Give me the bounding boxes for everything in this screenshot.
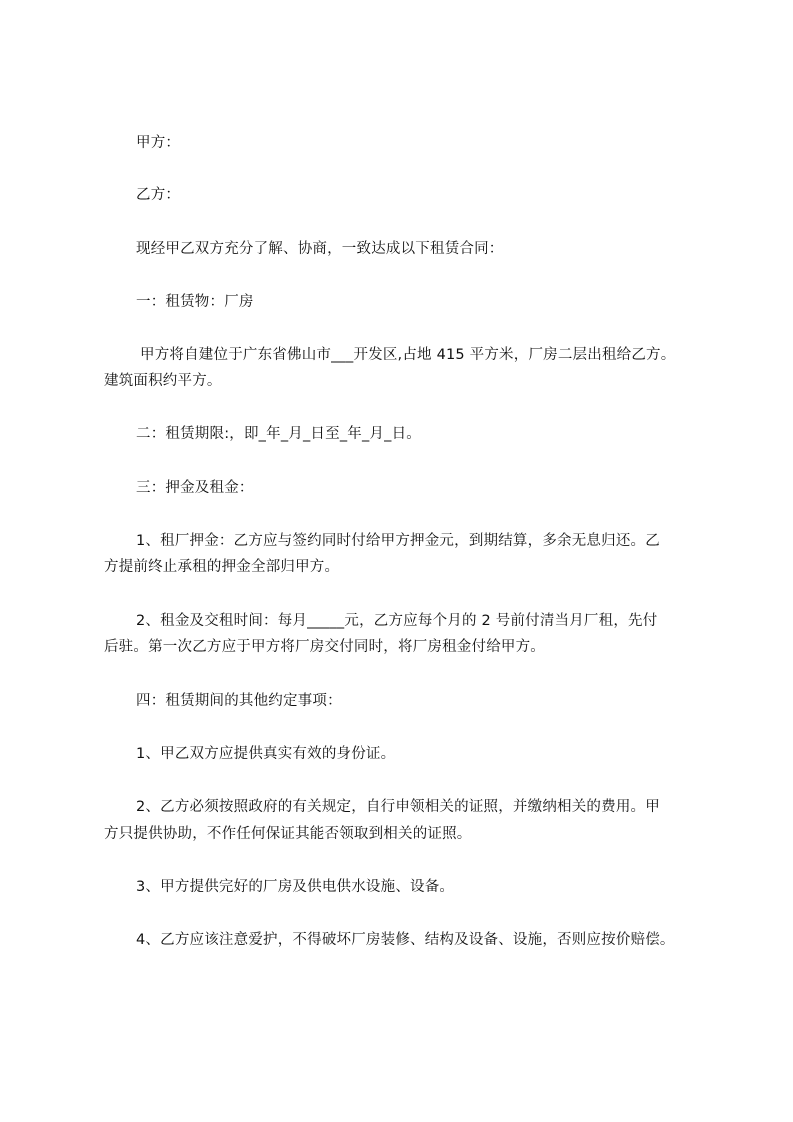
section-4-item-3: 3、甲方提供完好的厂房及供电供水设施、设备。 [136,879,455,895]
section-3-item-2-line-2: 后驻。第一次乙方应于甲方将厂房交付同时，将厂房租金付给甲方。 [104,639,545,655]
section-4-item-2-line-2: 方只提供协助，不作任何保证其能否领取到相关的证照。 [104,826,472,842]
section-3-item-2-line-1: 2、租金及交租时间：每月_____元，乙方应每个月的 2 号前付清当月厂租，先付 [136,613,658,629]
section-1-title: 一：租赁物：厂房 [136,294,254,310]
section-2-title: 二：租赁期限:，即_年_月_日至_年_月_日。 [136,426,421,442]
section-3-item-1-line-2: 方提前终止承租的押金全部归甲方。 [104,559,340,575]
party-a-label: 甲方： [136,135,181,151]
contract-intro: 现经甲乙双方充分了解、协商，一致达成以下租赁合同： [136,241,504,257]
section-4-item-2-line-1: 2、乙方必须按照政府的有关规定，自行申领相关的证照，并缴纳相关的费用。甲 [136,799,660,815]
section-4-item-4: 4、乙方应该注意爱护，不得破坏厂房装修、结构及设备、设施，否则应按价赔偿。 [136,932,675,948]
section-1-body-line-2: 建筑面积约平方。 [104,373,222,389]
section-4-item-1: 1、甲乙双方应提供真实有效的身份证。 [136,746,396,762]
party-b-label: 乙方： [136,187,181,203]
section-3-item-1-line-1: 1、租厂押金：乙方应与签约同时付给甲方押金元，到期结算，多余无息归还。乙 [136,533,660,549]
section-4-title: 四：租赁期间的其他约定事项： [136,693,342,709]
section-3-title: 三：押金及租金： [136,480,254,496]
section-1-body-line-1: 甲方将自建位于广东省佛山市___开发区,占地 415 平方米，厂房二层出租给乙方。 [140,347,676,363]
